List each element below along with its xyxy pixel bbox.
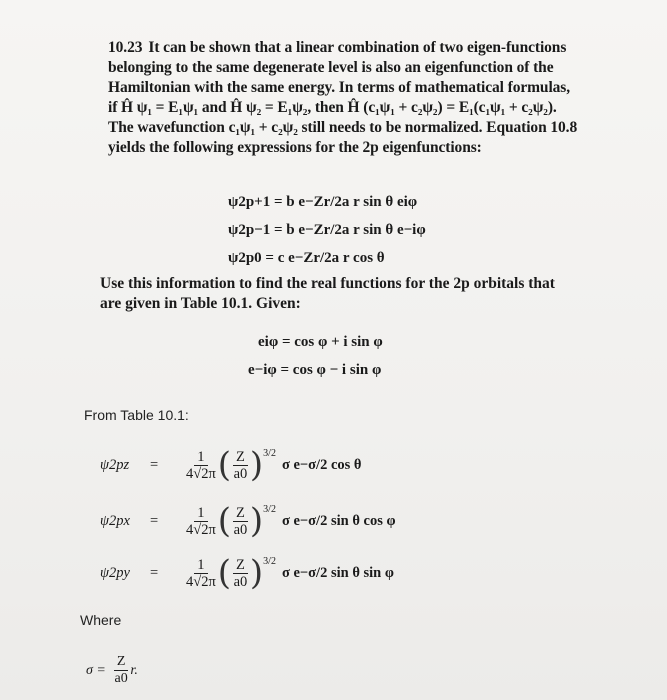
table-eq-2px: ψ2px = $\frac{1}{4√2\pi}$ ( $\frac{Z}{a0}$ ) $^{3/2}$ σ e−σ/2 sin θ cos φ xyxy=(100,501,396,541)
table-eq-tail: σ e−σ/2 sin θ cos φ xyxy=(281,512,396,529)
problem-text: It can be shown that a linear combination of two eigen-functions belonging to the same degenerate level is also an eigenfunction of the Hamiltonian with the same energy. In terms of mathematical formulas, if Ĥ ψ₁ = E₁ψ₁ and Ĥ ψ₂ = E₁ψ₂, then Ĥ (c₁ψ₁ + c₂ψ₂) = E₁(c₁ψ₁ + c₂ψ₂). The wavefunction c₁ψ₁ + c₂ψ₂ still needs to be normalized. Equation 10.8 yields the following expressions for the 2p eigenfunctions: xyxy=(108,39,578,156)
sigma-tail: r. xyxy=(130,662,138,678)
equals-sign: = xyxy=(150,512,159,529)
table-eq-2py: ψ2py = $\frac{1}{4√2\pi}$ ( $\frac{Z}{a0}$ ) $^{3/2}$ σ e−σ/2 sin θ sin φ xyxy=(100,553,394,593)
problem-10-23 xyxy=(108,38,578,158)
eq-lhs: ψ2p0 xyxy=(228,250,262,266)
eq-rhs: = b e−Zr/2a r sin θ e−iφ xyxy=(273,222,426,238)
eq-rhs: = b e−Zr/2a r sin θ eiφ xyxy=(273,194,418,210)
table-eq-psi: ψ2pz xyxy=(100,456,130,473)
given-rhs: = cos φ + i sin φ xyxy=(281,334,383,350)
exponent: 3/2 xyxy=(263,504,276,515)
problem-number: 10.23 xyxy=(108,39,143,56)
eq-psi-2p-plus1 xyxy=(228,194,417,211)
sigma-definition xyxy=(86,654,138,687)
equals-sign: = xyxy=(150,456,159,473)
exponent: 3/2 xyxy=(263,448,276,459)
given-lhs: eiφ xyxy=(258,334,279,350)
table-eq-psi: ψ2py xyxy=(100,564,130,581)
instruction-text: Use this information to find the real functions for the 2p orbitals that are given in Table 10.1. Given: xyxy=(100,275,555,312)
table-label: From Table 10.1: xyxy=(84,407,189,423)
given-rhs: = cos φ − i sin φ xyxy=(280,362,382,378)
sigma-lhs: σ = xyxy=(86,662,106,678)
eq-psi-2p-minus1 xyxy=(228,222,426,239)
exponent: 3/2 xyxy=(263,556,276,567)
given-euler-plus xyxy=(258,334,383,351)
eq-lhs: ψ2p+1 xyxy=(228,194,271,210)
eq-psi-2p-0 xyxy=(228,250,385,267)
coefficient: $\frac{1}{4√2\pi}$ xyxy=(186,504,216,538)
table-eq-psi: ψ2px xyxy=(100,512,130,529)
coefficient: $\frac{1}{4√2\pi}$ xyxy=(186,448,216,482)
where-label: Where xyxy=(80,612,122,628)
given-euler-minus xyxy=(248,362,381,379)
equals-sign: = xyxy=(150,564,159,581)
table-eq-tail: σ e−σ/2 sin θ sin φ xyxy=(281,564,394,581)
z-over-a0: $\frac{Z}{a0}$ xyxy=(233,556,248,590)
z-over-a0: $\frac{Z}{a0}$ xyxy=(233,504,248,538)
table-eq-tail: σ e−σ/2 cos θ xyxy=(281,456,362,473)
given-lhs: e−iφ xyxy=(248,362,277,378)
table-eq-2pz: ψ2pz = $\frac{1}{4√2\pi}$ ( $\frac{Z}{a0}$ ) $^{3/2}$ σ e−σ/2 cos θ xyxy=(100,445,362,485)
z-over-a0: $\frac{Z}{a0}$ xyxy=(233,448,248,482)
z-over-a0: $\frac{Z}{a0}$ xyxy=(114,654,128,686)
eq-rhs: = c e−Zr/2a r cos θ xyxy=(265,250,385,266)
coefficient: $\frac{1}{4√2\pi}$ xyxy=(186,556,216,590)
eq-lhs: ψ2p−1 xyxy=(228,222,271,238)
